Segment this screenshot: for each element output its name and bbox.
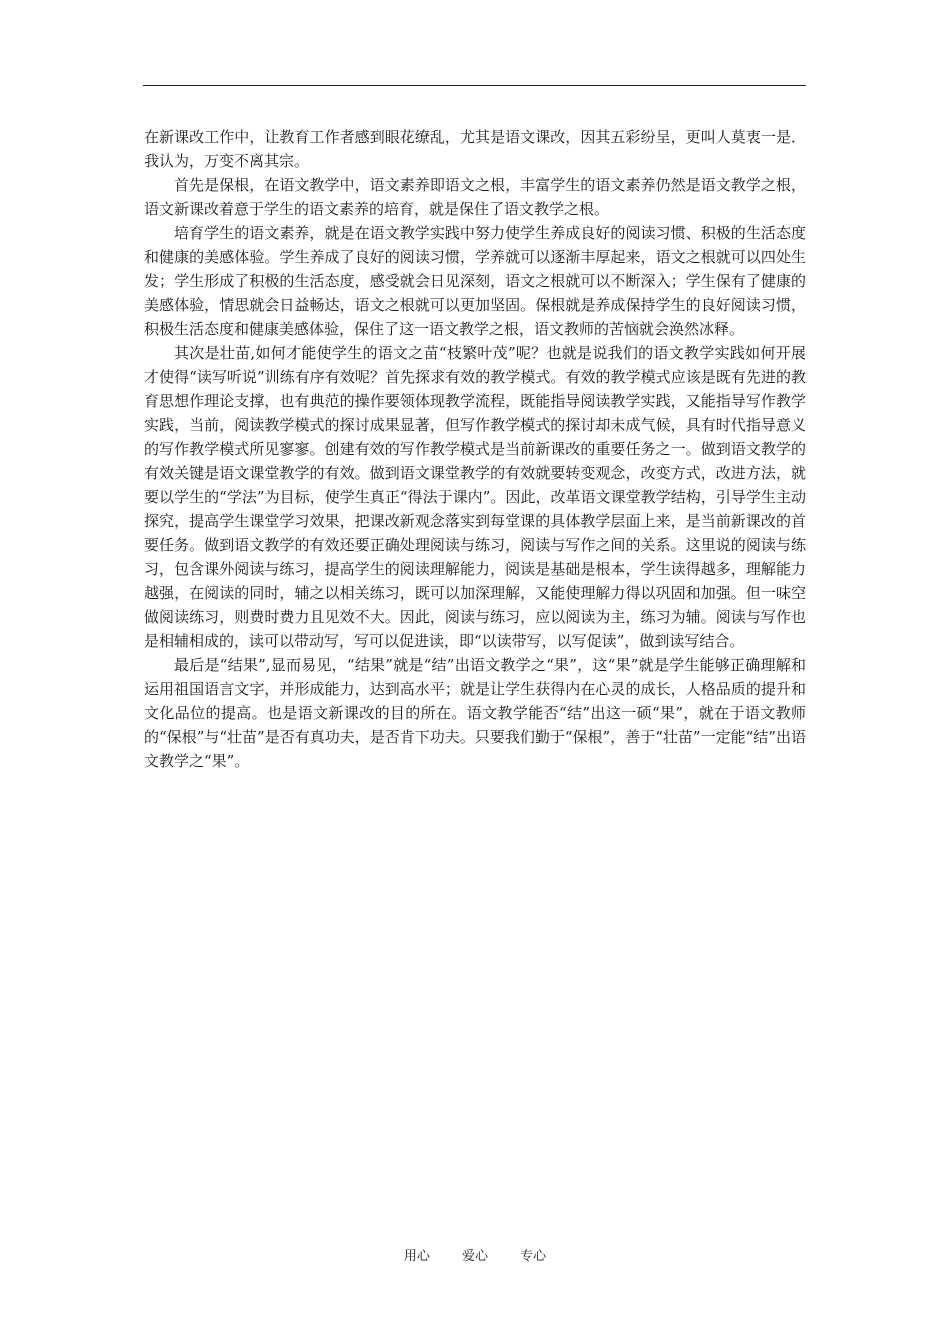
paragraph-cultivate-literacy: 培育学生的语文素养，就是在语文教学实践中努力使学生养成良好的阅读习惯、积极的生活态度和健康的美感体验。学生养成了良好的阅读习惯，学养就可以逐渐丰厚起来，语文之根就可以四处生发；学生形成了积极的生活态度，感受就会日见深刻，语文之根就可以不断深入；学生保有了健康的美感体验，情思就会日益畅达，语文之根就可以更加坚固。保根就是养成保持学生的良好阅读习惯，积极生活态度和健康美感体验，保住了这一语文教学之根，语文教师的苦恼就会涣然冰释。 [144,224,806,338]
paragraph-intro: 在新课改工作中，让教育工作者感到眼花缭乱，尤其是语文课改，因其五彩纷呈，更叫人莫衷一是．我认为，万变不离其宗。 [144,128,806,170]
footer-item-yongxin: 用心 [403,1249,430,1264]
document-body [144,125,806,773]
page-footer [0,1247,950,1267]
paragraph-zhuang-miao: 其次是壮苗,如何才能使学生的语文之苗“枝繁叶茂”呢？也就是说我们的语文教学实践如何开展才使得“读写听说”训练有序有效呢？首先探求有效的教学模式。有效的教学模式应该是既有先进的教育思想作理论支撑，也有典范的操作要领体现教学流程，既能指导阅读教学实践，又能指导写作教学实践，当前，阅读教学模式的探讨成果显著，但写作教学模式的探讨却未成气候，具有时代指导意义的写作教学模式所见寥寥。创建有效的写作教学模式是当前新课改的重要任务之一。做到语文教学的有效关键是语文课堂教学的有效。做到语文课堂教学的有效就要转变观念，改变方式，改进方法，就要以学生的“学法”为目标，使学生真正“得法于课内”。因此，改革语文课堂教学结构，引导学生主动探究，提高学生课堂学习效果，把课改新观念落实到每堂课的具体教学层面上来，是当前新课改的首要任务。做到语文教学的有效还要正确处理阅读与练习，阅读与写作之间的关系。这里说的阅读与练习，包含课外阅读与练习，提高学生的阅读理解能力，阅读是基础是根本，学生读得越多，理解能力越强，在阅读的同时，辅之以相关练习，既可以加深理解，又能使理解力得以巩固和加强。但一味空做阅读练习，则费时费力且见效不大。因此，阅读与练习，应以阅读为主，练习为辅。阅读与写作也是相辅相成的，读可以带动写，写可以促进读，即“以读带写，以写促读”，做到读写结合。 [144,344,806,650]
footer-item-aixin: 爱心 [461,1249,488,1264]
paragraph-jie-guo: 最后是“结果”,显而易见，“结果”就是“结”出语文教学之“果”，这“果”就是学生能够正确理解和运用祖国语言文字，并形成能力，达到高水平；就是让学生获得内在心灵的成长，人格品质的提升和文化品位的提高。也是语文新课改的目的所在。语文教学能否“结”出这一硕“果”，就在于语文教师的“保根”与“壮苗”是否有真功夫，是否肯下功夫。只要我们勤于“保根”，善于“壮苗”一定能“结”出语文教学之“果”。 [144,656,806,770]
header-divider [143,85,806,86]
paragraph-bao-gen: 首先是保根，在语文教学中，语文素养即语文之根，丰富学生的语文素养仍然是语文教学之根，语文新课改着意于学生的语文素养的培育，就是保住了语文教学之根。 [144,176,806,218]
footer-item-zhuanxin: 专心 [520,1249,547,1264]
